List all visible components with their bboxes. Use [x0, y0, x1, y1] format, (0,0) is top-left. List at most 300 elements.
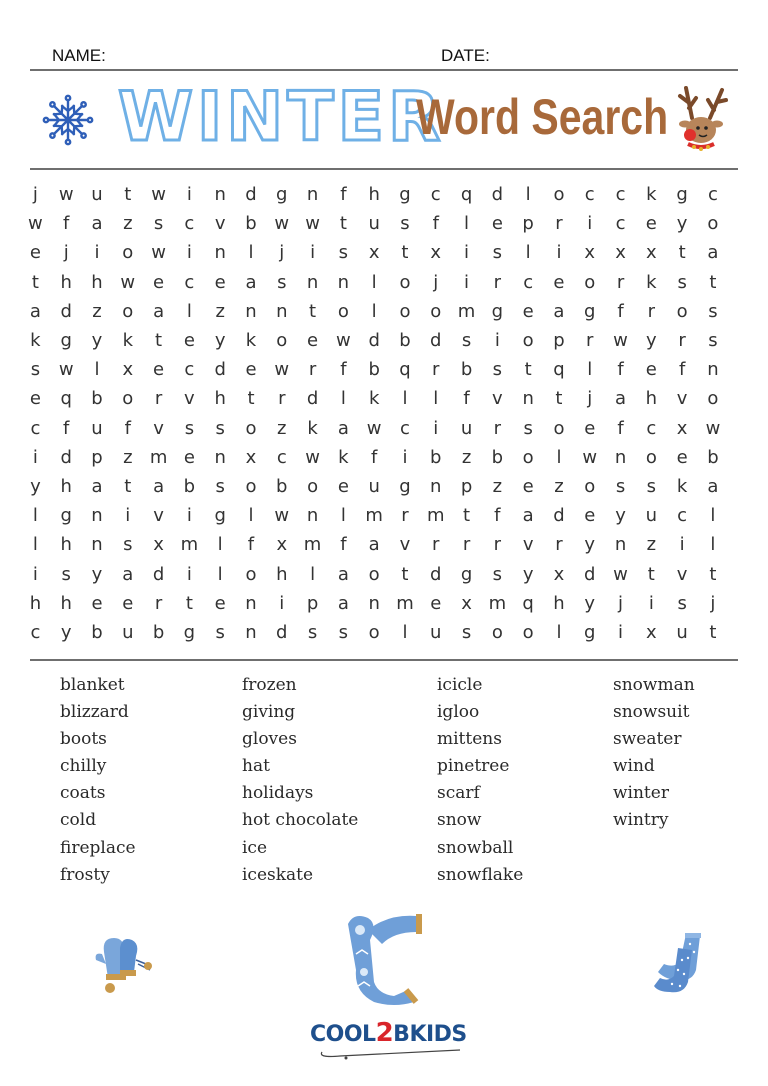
grid-cell[interactable]: o [553, 184, 565, 206]
grid-cell[interactable]: p [460, 475, 473, 497]
grid-cell[interactable]: r [154, 592, 163, 614]
grid-cell[interactable]: o [676, 300, 688, 322]
grid-cell[interactable]: d [60, 300, 72, 322]
grid-cell[interactable]: k [30, 330, 41, 352]
grid-cell[interactable]: f [617, 359, 624, 381]
grid-cell[interactable]: w [274, 359, 290, 381]
grid-cell[interactable]: o [491, 621, 503, 643]
grid-cell[interactable]: c [184, 359, 195, 381]
grid-cell[interactable]: o [368, 563, 380, 585]
grid-cell[interactable]: l [402, 621, 408, 643]
grid-cell[interactable]: n [276, 300, 288, 322]
grid-cell[interactable]: e [29, 242, 41, 264]
grid-cell[interactable]: w [613, 563, 628, 585]
grid-cell[interactable]: h [60, 271, 72, 293]
grid-cell[interactable]: g [491, 300, 504, 322]
grid-cell[interactable]: f [124, 417, 131, 439]
grid-cell[interactable]: l [371, 271, 377, 293]
grid-cell[interactable]: e [645, 213, 657, 235]
grid-cell[interactable]: l [340, 388, 346, 410]
grid-cell[interactable]: b [707, 446, 719, 468]
grid-cell[interactable]: r [154, 388, 163, 410]
grid-cell[interactable]: f [617, 417, 624, 439]
grid-cell[interactable]: d [430, 330, 442, 352]
grid-cell[interactable]: e [337, 475, 349, 497]
grid-cell[interactable]: p [306, 592, 319, 614]
grid-cell[interactable]: t [555, 388, 563, 410]
grid-cell[interactable]: e [153, 359, 165, 381]
grid-cell[interactable]: c [707, 184, 718, 206]
grid-cell[interactable]: j [710, 592, 716, 614]
grid-cell[interactable]: a [707, 475, 719, 497]
grid-cell[interactable]: y [214, 330, 226, 352]
grid-cell[interactable]: j [63, 242, 69, 264]
grid-cell[interactable]: u [460, 417, 473, 439]
grid-cell[interactable]: t [124, 475, 132, 497]
grid-cell[interactable]: r [432, 534, 440, 556]
grid-cell[interactable]: t [185, 592, 193, 614]
grid-cell[interactable]: k [646, 271, 657, 293]
grid-cell[interactable]: o [122, 300, 134, 322]
grid-cell[interactable]: t [401, 563, 409, 585]
grid-cell[interactable]: v [492, 388, 503, 410]
grid-cell[interactable]: t [463, 505, 471, 527]
grid-cell[interactable]: m [149, 446, 168, 468]
grid-cell[interactable]: w [336, 330, 351, 352]
grid-cell[interactable]: i [556, 242, 562, 264]
grid-cell[interactable]: f [494, 505, 501, 527]
grid-cell[interactable]: m [180, 534, 199, 556]
grid-cell[interactable]: n [214, 242, 226, 264]
grid-cell[interactable]: l [217, 534, 223, 556]
grid-cell[interactable]: a [122, 563, 134, 585]
grid-cell[interactable]: p [522, 213, 534, 235]
grid-cell[interactable]: x [461, 592, 472, 614]
grid-cell[interactable]: g [183, 621, 196, 643]
grid-cell[interactable]: o [245, 417, 257, 439]
grid-cell[interactable]: z [646, 534, 657, 556]
grid-cell[interactable]: c [646, 417, 657, 439]
grid-cell[interactable]: d [430, 563, 442, 585]
grid-cell[interactable]: l [556, 621, 562, 643]
grid-cell[interactable]: e [183, 446, 195, 468]
grid-cell[interactable]: m [303, 534, 322, 556]
grid-cell[interactable]: f [370, 446, 378, 468]
grid-cell[interactable]: x [245, 446, 257, 468]
grid-cell[interactable]: b [183, 475, 196, 497]
grid-cell[interactable]: b [491, 446, 504, 468]
grid-cell[interactable]: o [707, 213, 719, 235]
grid-cell[interactable]: n [707, 359, 719, 381]
grid-cell[interactable]: w [366, 417, 382, 439]
grid-cell[interactable]: r [401, 505, 409, 527]
grid-cell[interactable]: t [339, 213, 347, 235]
grid-cell[interactable]: d [60, 446, 72, 468]
grid-cell[interactable]: v [153, 417, 164, 439]
grid-cell[interactable]: d [152, 563, 165, 585]
grid-cell[interactable]: e [214, 592, 226, 614]
grid-cell[interactable]: l [525, 184, 531, 206]
grid-cell[interactable]: i [494, 330, 500, 352]
grid-cell[interactable]: w [705, 417, 721, 439]
grid-cell[interactable]: v [184, 388, 195, 410]
grid-cell[interactable]: e [183, 330, 195, 352]
grid-cell[interactable]: t [31, 271, 39, 293]
grid-cell[interactable]: u [91, 184, 103, 206]
grid-cell[interactable]: j [433, 271, 439, 293]
grid-cell[interactable]: l [248, 505, 254, 527]
grid-cell[interactable]: m [365, 505, 383, 527]
grid-cell[interactable]: a [522, 505, 534, 527]
grid-cell[interactable]: o [399, 271, 411, 293]
grid-cell[interactable]: b [399, 330, 411, 352]
grid-cell[interactable]: a [615, 388, 627, 410]
grid-cell[interactable]: i [464, 271, 470, 293]
grid-cell[interactable]: h [645, 388, 658, 410]
grid-cell[interactable]: i [310, 242, 316, 264]
grid-cell[interactable]: s [461, 330, 472, 352]
grid-cell[interactable]: c [615, 184, 626, 206]
grid-cell[interactable]: i [32, 563, 38, 585]
grid-cell[interactable]: n [91, 534, 103, 556]
grid-cell[interactable]: x [646, 621, 657, 643]
grid-cell[interactable]: e [122, 592, 134, 614]
grid-cell[interactable]: a [553, 300, 565, 322]
grid-cell[interactable]: i [186, 563, 192, 585]
grid-cell[interactable]: e [522, 300, 534, 322]
grid-cell[interactable]: k [338, 446, 349, 468]
grid-cell[interactable]: l [464, 213, 470, 235]
grid-cell[interactable]: o [645, 446, 657, 468]
grid-cell[interactable]: o [584, 271, 596, 293]
grid-cell[interactable]: i [587, 213, 593, 235]
grid-cell[interactable]: f [63, 417, 70, 439]
grid-cell[interactable]: a [153, 475, 165, 497]
grid-cell[interactable]: l [587, 359, 593, 381]
grid-cell[interactable]: t [124, 184, 132, 206]
grid-cell[interactable]: u [368, 475, 380, 497]
grid-cell[interactable]: o [307, 475, 319, 497]
grid-cell[interactable]: b [430, 446, 442, 468]
grid-cell[interactable]: l [186, 300, 192, 322]
grid-cell[interactable]: z [215, 300, 225, 322]
grid-cell[interactable]: n [337, 271, 350, 293]
grid-cell[interactable]: v [399, 534, 411, 556]
grid-cell[interactable]: n [306, 184, 319, 206]
grid-cell[interactable]: i [679, 534, 685, 556]
grid-cell[interactable]: x [676, 417, 688, 439]
grid-cell[interactable]: e [307, 330, 319, 352]
grid-cell[interactable]: h [91, 271, 103, 293]
grid-cell[interactable]: v [522, 534, 534, 556]
grid-cell[interactable]: f [463, 388, 470, 410]
grid-cell[interactable]: e [676, 446, 688, 468]
grid-cell[interactable]: d [214, 359, 226, 381]
grid-cell[interactable]: h [276, 563, 288, 585]
grid-cell[interactable]: a [245, 271, 257, 293]
grid-cell[interactable]: g [60, 505, 72, 527]
grid-cell[interactable]: r [308, 359, 317, 381]
grid-cell[interactable]: c [584, 184, 595, 206]
grid-cell[interactable]: a [91, 213, 103, 235]
grid-cell[interactable]: i [648, 592, 654, 614]
grid-cell[interactable]: t [709, 271, 717, 293]
grid-cell[interactable]: s [307, 621, 318, 643]
grid-cell[interactable]: o [276, 330, 288, 352]
grid-cell[interactable]: t [247, 388, 255, 410]
grid-cell[interactable]: j [32, 184, 38, 206]
grid-cell[interactable]: l [371, 300, 377, 322]
grid-cell[interactable]: q [553, 359, 565, 381]
grid-cell[interactable]: i [186, 505, 192, 527]
grid-cell[interactable]: w [58, 184, 74, 206]
grid-cell[interactable]: n [614, 534, 627, 556]
grid-cell[interactable]: r [586, 330, 594, 352]
grid-cell[interactable]: t [155, 330, 163, 352]
grid-cell[interactable]: w [28, 213, 43, 235]
grid-cell[interactable]: x [276, 534, 288, 556]
grid-cell[interactable]: z [461, 446, 472, 468]
grid-cell[interactable]: c [30, 621, 41, 643]
grid-cell[interactable]: n [214, 184, 226, 206]
grid-cell[interactable]: s [215, 417, 225, 439]
grid-cell[interactable]: o [707, 388, 719, 410]
grid-cell[interactable]: g [60, 330, 72, 352]
grid-cell[interactable]: s [677, 271, 687, 293]
grid-cell[interactable]: s [646, 475, 657, 497]
grid-cell[interactable]: d [306, 388, 319, 410]
grid-cell[interactable]: g [214, 505, 226, 527]
grid-cell[interactable]: u [676, 621, 688, 643]
grid-cell[interactable]: k [245, 330, 257, 352]
grid-cell[interactable]: r [493, 417, 502, 439]
grid-cell[interactable]: m [426, 505, 445, 527]
grid-cell[interactable]: y [584, 534, 596, 556]
grid-cell[interactable]: l [248, 242, 254, 264]
grid-cell[interactable]: c [184, 213, 195, 235]
grid-cell[interactable]: s [30, 359, 41, 381]
grid-cell[interactable]: o [368, 621, 380, 643]
grid-cell[interactable]: i [464, 242, 470, 264]
grid-cell[interactable]: l [433, 388, 439, 410]
grid-cell[interactable]: m [396, 592, 414, 614]
grid-cell[interactable]: p [553, 330, 565, 352]
grid-cell[interactable]: s [61, 563, 71, 585]
grid-cell[interactable]: n [522, 388, 534, 410]
grid-cell[interactable]: r [432, 359, 440, 381]
grid-cell[interactable]: j [618, 592, 624, 614]
grid-cell[interactable]: h [60, 534, 72, 556]
grid-cell[interactable]: h [368, 184, 380, 206]
grid-cell[interactable]: u [430, 621, 442, 643]
grid-cell[interactable]: i [186, 242, 192, 264]
grid-cell[interactable]: g [276, 184, 288, 206]
grid-cell[interactable]: a [337, 592, 349, 614]
grid-cell[interactable]: n [430, 475, 442, 497]
grid-cell[interactable]: u [91, 417, 103, 439]
grid-cell[interactable]: z [277, 417, 287, 439]
grid-cell[interactable]: y [91, 563, 103, 585]
grid-cell[interactable]: i [279, 592, 285, 614]
grid-cell[interactable]: i [402, 446, 408, 468]
grid-cell[interactable]: c [184, 271, 195, 293]
grid-cell[interactable]: s [677, 592, 687, 614]
grid-cell[interactable]: e [491, 213, 503, 235]
grid-cell[interactable]: l [32, 534, 38, 556]
grid-cell[interactable]: l [217, 563, 223, 585]
grid-cell[interactable]: h [60, 475, 72, 497]
grid-cell[interactable]: l [340, 505, 346, 527]
grid-cell[interactable]: r [493, 271, 502, 293]
grid-cell[interactable]: d [584, 563, 596, 585]
grid-cell[interactable]: u [122, 621, 134, 643]
grid-cell[interactable]: r [678, 330, 686, 352]
grid-cell[interactable]: i [433, 417, 439, 439]
grid-cell[interactable]: k [122, 330, 133, 352]
grid-cell[interactable]: b [368, 359, 380, 381]
grid-cell[interactable]: d [368, 330, 380, 352]
grid-cell[interactable]: w [151, 184, 166, 206]
grid-cell[interactable]: y [676, 213, 688, 235]
grid-cell[interactable]: s [492, 359, 503, 381]
grid-cell[interactable]: s [184, 417, 195, 439]
grid-cell[interactable]: r [493, 534, 502, 556]
grid-cell[interactable]: e [29, 388, 41, 410]
grid-cell[interactable]: b [91, 621, 103, 643]
grid-cell[interactable]: o [245, 475, 257, 497]
grid-cell[interactable]: w [305, 446, 320, 468]
grid-cell[interactable]: r [616, 271, 625, 293]
grid-cell[interactable]: o [245, 563, 257, 585]
grid-cell[interactable]: x [122, 359, 134, 381]
grid-cell[interactable]: t [524, 359, 532, 381]
grid-cell[interactable]: n [614, 446, 627, 468]
grid-cell[interactable]: e [584, 417, 596, 439]
grid-cell[interactable]: y [615, 505, 626, 527]
grid-cell[interactable]: n [214, 446, 226, 468]
grid-cell[interactable]: s [338, 242, 349, 264]
grid-cell[interactable]: s [153, 213, 164, 235]
grid-cell[interactable]: o [584, 475, 596, 497]
grid-cell[interactable]: t [709, 563, 717, 585]
grid-cell[interactable]: i [32, 446, 38, 468]
grid-cell[interactable]: w [274, 505, 290, 527]
grid-cell[interactable]: t [401, 242, 409, 264]
grid-cell[interactable]: r [278, 388, 286, 410]
grid-cell[interactable]: k [307, 417, 318, 439]
grid-cell[interactable]: c [276, 446, 287, 468]
grid-cell[interactable]: c [677, 505, 688, 527]
grid-cell[interactable]: v [214, 213, 226, 235]
grid-cell[interactable]: o [522, 330, 534, 352]
grid-cell[interactable]: z [123, 446, 133, 468]
grid-cell[interactable]: o [522, 446, 534, 468]
grid-cell[interactable]: g [584, 621, 596, 643]
grid-cell[interactable]: s [277, 271, 287, 293]
grid-cell[interactable]: a [153, 300, 165, 322]
grid-cell[interactable]: b [152, 621, 165, 643]
grid-cell[interactable]: l [525, 242, 531, 264]
grid-cell[interactable]: b [460, 359, 473, 381]
grid-cell[interactable]: k [646, 184, 657, 206]
grid-cell[interactable]: i [94, 242, 100, 264]
grid-cell[interactable]: u [368, 213, 380, 235]
grid-cell[interactable]: s [523, 417, 533, 439]
grid-cell[interactable]: s [615, 475, 626, 497]
grid-cell[interactable]: l [310, 563, 316, 585]
grid-cell[interactable]: t [647, 563, 655, 585]
grid-cell[interactable]: f [340, 534, 347, 556]
grid-cell[interactable]: y [646, 330, 657, 352]
grid-cell[interactable]: d [553, 505, 565, 527]
grid-cell[interactable]: f [432, 213, 439, 235]
grid-cell[interactable]: d [491, 184, 504, 206]
grid-cell[interactable]: x [646, 242, 657, 264]
grid-cell[interactable]: t [678, 242, 686, 264]
grid-cell[interactable]: i [618, 621, 624, 643]
grid-cell[interactable]: q [399, 359, 411, 381]
grid-cell[interactable]: e [430, 592, 442, 614]
grid-cell[interactable]: z [492, 475, 503, 497]
grid-cell[interactable]: y [522, 563, 534, 585]
grid-cell[interactable]: x [430, 242, 442, 264]
grid-cell[interactable]: w [274, 213, 290, 235]
grid-cell[interactable]: t [309, 300, 317, 322]
grid-cell[interactable]: u [645, 505, 658, 527]
grid-cell[interactable]: x [368, 242, 380, 264]
grid-cell[interactable]: s [492, 563, 503, 585]
grid-cell[interactable]: g [399, 475, 411, 497]
grid-cell[interactable]: r [555, 534, 563, 556]
grid-cell[interactable]: w [120, 271, 136, 293]
grid-cell[interactable]: e [153, 271, 165, 293]
grid-cell[interactable]: x [553, 563, 565, 585]
grid-cell[interactable]: i [125, 505, 131, 527]
grid-cell[interactable]: w [151, 242, 166, 264]
grid-cell[interactable]: m [457, 300, 476, 322]
grid-cell[interactable]: x [615, 242, 626, 264]
grid-cell[interactable]: m [488, 592, 507, 614]
grid-cell[interactable]: d [276, 621, 288, 643]
grid-cell[interactable]: l [710, 505, 716, 527]
grid-cell[interactable]: a [337, 563, 349, 585]
grid-cell[interactable]: r [555, 213, 563, 235]
grid-cell[interactable]: s [400, 213, 410, 235]
grid-cell[interactable]: p [91, 446, 103, 468]
grid-cell[interactable]: j [279, 242, 285, 264]
grid-cell[interactable]: r [647, 300, 656, 322]
grid-cell[interactable]: f [63, 213, 70, 235]
grid-cell[interactable]: y [584, 592, 596, 614]
grid-cell[interactable]: s [215, 475, 225, 497]
grid-cell[interactable]: e [522, 475, 534, 497]
grid-cell[interactable]: b [276, 475, 288, 497]
grid-cell[interactable]: d [245, 184, 257, 206]
grid-cell[interactable]: k [676, 475, 688, 497]
grid-cell[interactable]: e [214, 271, 226, 293]
grid-cell[interactable]: y [60, 621, 72, 643]
grid-cell[interactable]: l [32, 505, 38, 527]
grid-cell[interactable]: y [91, 330, 103, 352]
grid-cell[interactable]: s [492, 242, 503, 264]
grid-cell[interactable]: c [30, 417, 41, 439]
grid-cell[interactable]: h [214, 388, 226, 410]
grid-cell[interactable]: s [215, 621, 225, 643]
grid-cell[interactable]: c [523, 271, 534, 293]
grid-cell[interactable]: n [368, 592, 380, 614]
grid-cell[interactable]: b [245, 213, 257, 235]
grid-cell[interactable]: q [60, 388, 72, 410]
